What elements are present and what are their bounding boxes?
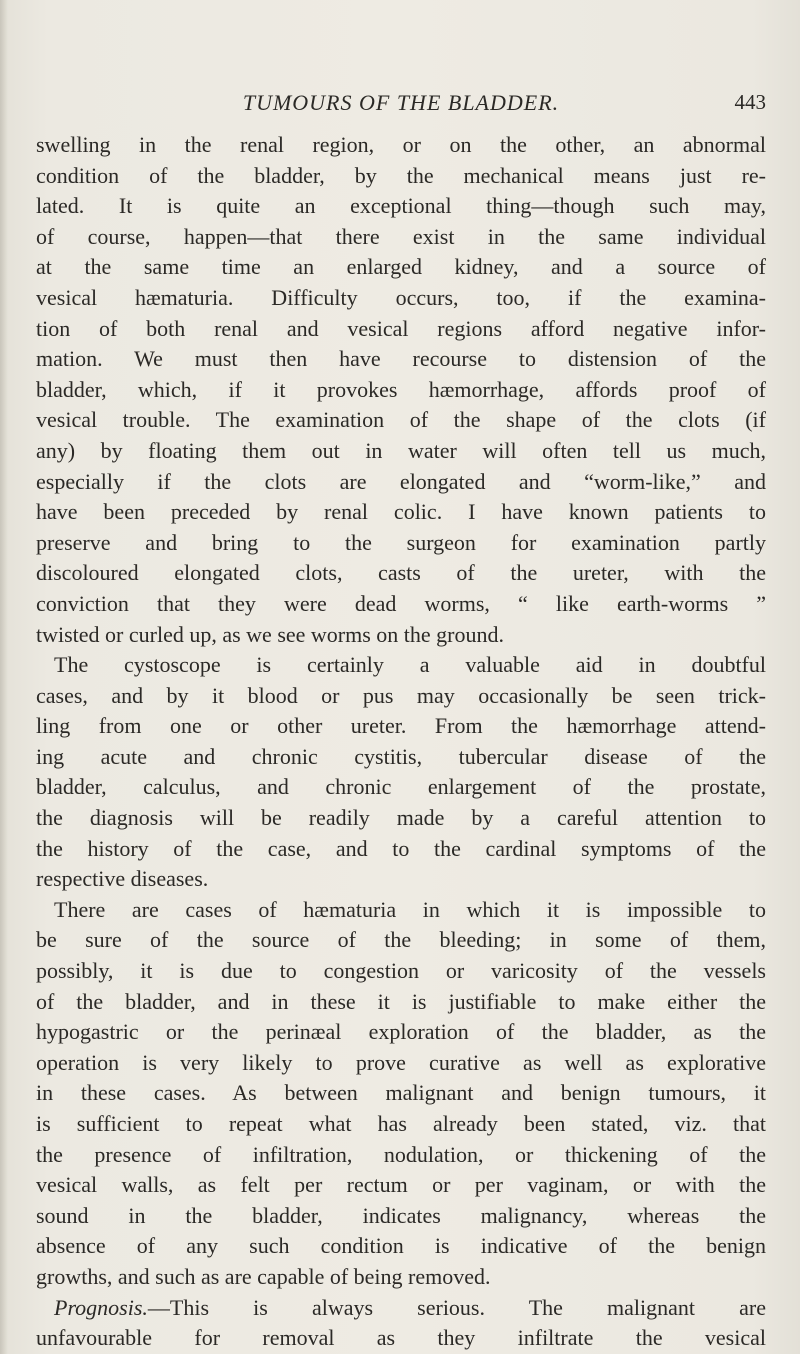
text-line: the history of the case, and to the cardinal symptoms of the (36, 835, 766, 861)
text-line: unfavourable for removal as they infiltrate the vesical (36, 1325, 766, 1351)
text-line: is sufficient to repeat what has already been stated, viz. that (36, 1111, 766, 1136)
text-line: sound in the bladder, indicates malignancy, whereas the (36, 1202, 766, 1228)
text-line: absence of any such condition is indicative of the benign (36, 1233, 766, 1259)
text-line: of course, happen—that there exist in the same individual (36, 223, 766, 249)
text-line: twisted or curled up, as we see worms on the ground. (36, 621, 505, 647)
text-line: ling from one or other ureter. From the hæmorrhage attend- (36, 713, 766, 739)
text-line: There are cases of hæmaturia in which it is impossible to (54, 896, 766, 922)
text-line: hypogastric or the perinæal exploration of the bladder, as the (36, 1019, 766, 1045)
page-edge-shadow (0, 0, 8, 1354)
text-line: respective diseases. (36, 866, 209, 892)
text-line: discoloured elongated clots, casts of the ureter, with the (36, 560, 766, 586)
text-line: at the same time an enlarged kidney, and a source of (36, 254, 766, 280)
text-line: vesical hæmaturia. Difficulty occurs, too, if the examina- (36, 284, 766, 310)
text-line: tion of both renal and vesical regions afford negative infor- (36, 315, 766, 341)
text-line: lated. It is quite an exceptional thing—though such may, (36, 193, 766, 219)
text-line: possibly, it is due to congestion or varicosity of the vessels (36, 958, 766, 984)
text-line: ing acute and chronic cystitis, tubercular disease of the (36, 743, 766, 769)
page-number: 443 (734, 90, 766, 114)
body-text (36, 130, 766, 1354)
text-line: growths, and such as are capable of being removed. (36, 1263, 491, 1289)
page-header (36, 88, 766, 124)
text-line: operation is very likely to prove curative as well as explorative (36, 1049, 766, 1075)
text-line: bladder, which, if it provokes hæmorrhage, affords proof of (36, 376, 766, 402)
section-heading: Prognosis. (54, 1294, 148, 1320)
text-line: of the bladder, and in these it is justifiable to make either the (36, 988, 766, 1014)
text-line: any) by floating them out in water will often tell us much, (36, 437, 766, 463)
text-line: especially if the clots are elongated and “worm-like,” and (36, 468, 766, 494)
text-line: be sure of the source of the bleeding; in some of them, (36, 927, 766, 953)
text-line: in these cases. As between malignant and benign tumours, it (36, 1080, 766, 1106)
text-line: conviction that they were dead worms, “ like earth-worms ” (36, 590, 766, 616)
text-run: —This is always serious. The malignant are (147, 1294, 766, 1320)
text-line: cases, and by it blood or pus may occasionally be seen trick- (36, 682, 766, 708)
text-line: have been preceded by renal colic. I have known patients to (36, 499, 766, 525)
text-line: the presence of infiltration, nodulation, or thickening of the (36, 1141, 766, 1167)
text-line (36, 1293, 766, 1324)
text-line: vesical trouble. The examination of the shape of the clots (if (36, 407, 766, 433)
text-line: mation. We must then have recourse to distension of the (36, 346, 766, 372)
text-line: condition of the bladder, by the mechanical means just re- (36, 162, 766, 188)
text-line: swelling in the renal region, or on the other, an abnormal (36, 132, 766, 157)
text-line: vesical walls, as felt per rectum or per vaginam, or with the (36, 1172, 766, 1198)
text-line: the diagnosis will be readily made by a careful attention to (36, 805, 766, 831)
text-line: bladder, calculus, and chronic enlargement of the prostate, (36, 774, 766, 800)
text-line: preserve and bring to the surgeon for examination partly (36, 529, 766, 555)
text-line: The cystoscope is certainly a valuable aid in doubtful (54, 652, 766, 678)
running-title: TUMOURS OF THE BLADDER. (242, 90, 560, 115)
